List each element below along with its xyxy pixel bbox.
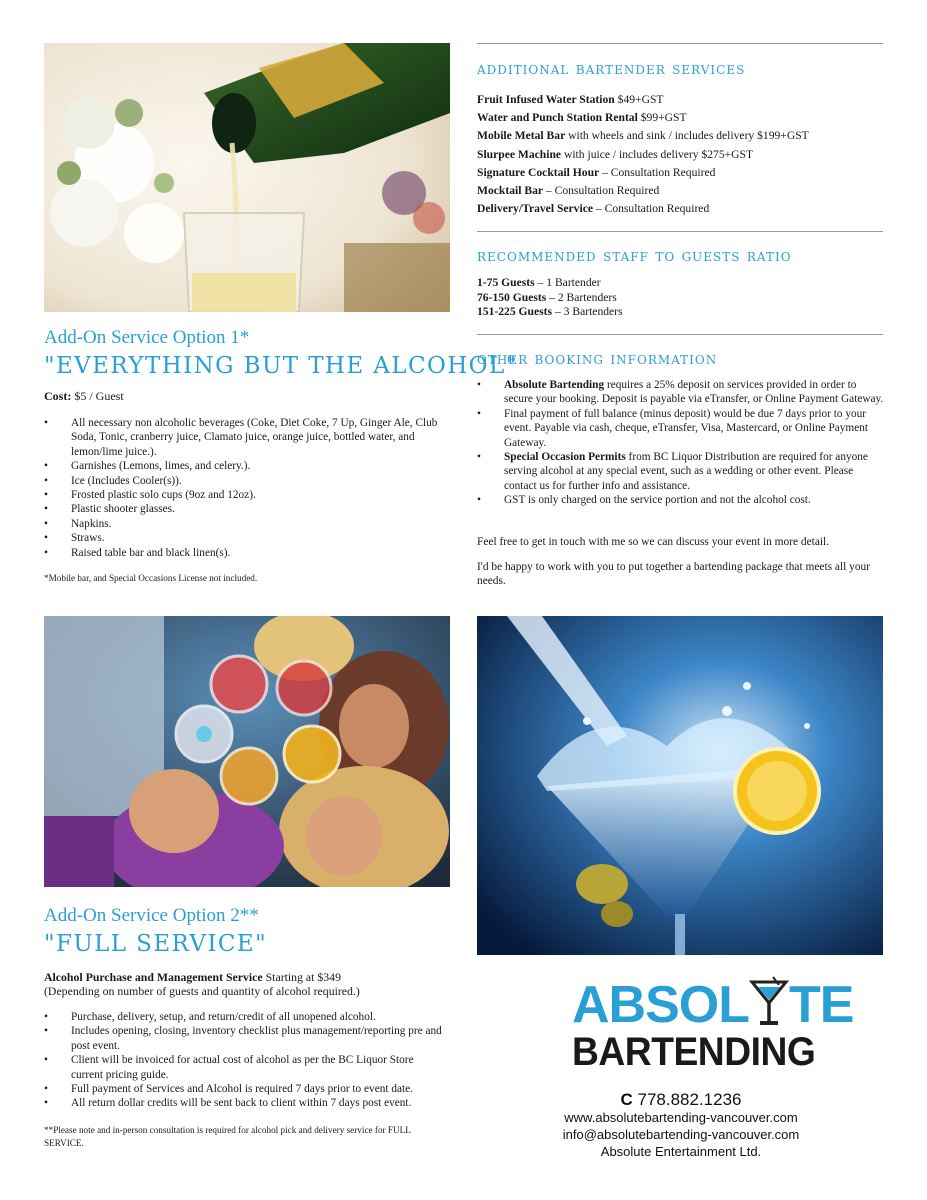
list-item: Water and Punch Station Rental $99+GST xyxy=(477,111,687,125)
option1-note: *Mobile bar, and Special Occasions License not included. xyxy=(44,573,258,583)
additional-services-title: additional bartender services xyxy=(477,59,746,79)
option2-list xyxy=(44,1010,448,1111)
rule-additional xyxy=(477,43,883,44)
list-item: • Purchase, delivery, setup, and return/credit of all unopened alcohol. xyxy=(44,1010,448,1024)
list-item: • Garnishes (Lemons, limes, and celery.). xyxy=(44,459,448,473)
list-item: • All necessary non alcoholic beverages (Coke, Diet Coke, 7 Up, Ginger Ale, Club Soda, Tonic, cranberry juice, Clamato juice, orange juice, bottled water, and lemon/lime juice.). xyxy=(44,416,448,459)
absolute-bartending-logo xyxy=(560,966,854,1078)
rule-ratio xyxy=(477,231,883,232)
booking-title: other booking information xyxy=(477,349,718,369)
list-item: • Absolute Bartending requires a 25% deposit on services provided in order to secure your booking. Deposit is payable via eTransfer, or Online Payment Gateway. xyxy=(477,378,885,407)
list-item: 151-225 Guests – 3 Bartenders xyxy=(477,305,623,319)
list-item: • Final payment of full balance (minus deposit) would be due 7 days prior to your event. Payable via cash, cheque, eTransfer, Visa, Mastercard, or Online Payment Gateway. xyxy=(477,407,885,450)
list-item: • Frosted plastic solo cups (9oz and 12oz). xyxy=(44,488,448,502)
contact-website[interactable]: www.absolutebartending-vancouver.com xyxy=(564,1110,798,1125)
option2-note: **Please note and in-person consultation is required for alcohol pick and delivery service for FULL SERVICE. xyxy=(44,1125,411,1148)
rule-booking xyxy=(477,334,883,335)
martini-splash-photo xyxy=(477,616,883,955)
list-item: • Straws. xyxy=(44,531,448,545)
list-item: • Includes opening, closing, inventory checklist plus management/reporting pre and post event. xyxy=(44,1024,448,1053)
option1-list xyxy=(44,416,448,560)
contact-email[interactable]: info@absolutebartending-vancouver.com xyxy=(562,1127,800,1142)
option2-title: "FULL SERVICE" xyxy=(44,931,268,957)
party-toast-photo xyxy=(44,616,450,887)
ratio-title: recommended staff to guests ratio xyxy=(477,246,792,266)
list-item: Signature Cocktail Hour – Consultation Required xyxy=(477,165,716,179)
option1-cost: Cost: $5 / Guest xyxy=(44,389,124,403)
list-item: Mocktail Bar – Consultation Required xyxy=(477,184,660,198)
booking-paragraph-2: I'd be happy to work with you to put together a bartending package that meets all your needs. xyxy=(477,561,871,588)
logo-word-bartending: BARTENDING xyxy=(572,1030,816,1074)
list-item: Delivery/Travel Service – Consultation Required xyxy=(477,202,710,216)
option1-title: "EVERYTHING BUT THE ALCOHOL" xyxy=(44,353,518,379)
champagne-photo xyxy=(44,43,450,312)
option2-service: Alcohol Purchase and Management Service Starting at $349 (Depending on number of guests and quantity of alcohol required.) xyxy=(44,970,360,999)
list-item: 1-75 Guests – 1 Bartender xyxy=(477,276,601,289)
list-item: • Full payment of Services and Alcohol is required 7 days prior to event date. xyxy=(44,1082,448,1096)
ratio-list xyxy=(477,276,885,320)
list-item: • Napkins. xyxy=(44,517,448,531)
list-item: • Ice (Includes Cooler(s)). xyxy=(44,474,448,488)
list-item: Mobile Metal Bar with wheels and sink / includes delivery $199+GST xyxy=(477,129,809,143)
list-item: • All return dollar credits will be sent back to client within 7 days post event. xyxy=(44,1096,448,1110)
martini-glass-icon xyxy=(749,976,789,1026)
list-item: • Raised table bar and black linen(s). xyxy=(44,546,448,560)
option1-label: Add-On Service Option 1* xyxy=(44,327,250,348)
contact-company: Absolute Entertainment Ltd. xyxy=(600,1144,762,1159)
list-item: • Special Occasion Permits from BC Liquor Distribution are required for anyone serving alcohol at any special event, such as a wedding or other event. Please contact us for further info and assistance. xyxy=(477,450,885,493)
list-item: • GST is only charged on the service portion and not the alcohol cost. xyxy=(477,493,885,507)
list-item: • Plastic shooter glasses. xyxy=(44,502,448,516)
list-item: • Client will be invoiced for actual cost of alcohol as per the BC Liquor Store current pricing guide. xyxy=(44,1053,448,1082)
contact-phone: C 778.882.1236 xyxy=(620,1090,742,1109)
additional-services-list xyxy=(477,91,885,218)
option2-label: Add-On Service Option 2** xyxy=(44,905,259,926)
list-item: Slurpee Machine with juice / includes delivery $275+GST xyxy=(477,147,754,161)
logo-word-absolute: ABSOL TE xyxy=(572,976,854,1034)
list-item: Fruit Infused Water Station $49+GST xyxy=(477,93,664,106)
booking-paragraph-1: Feel free to get in touch with me so we can discuss your event in more detail. xyxy=(477,536,830,548)
booking-list xyxy=(477,378,885,508)
list-item: 76-150 Guests – 2 Bartenders xyxy=(477,290,617,304)
